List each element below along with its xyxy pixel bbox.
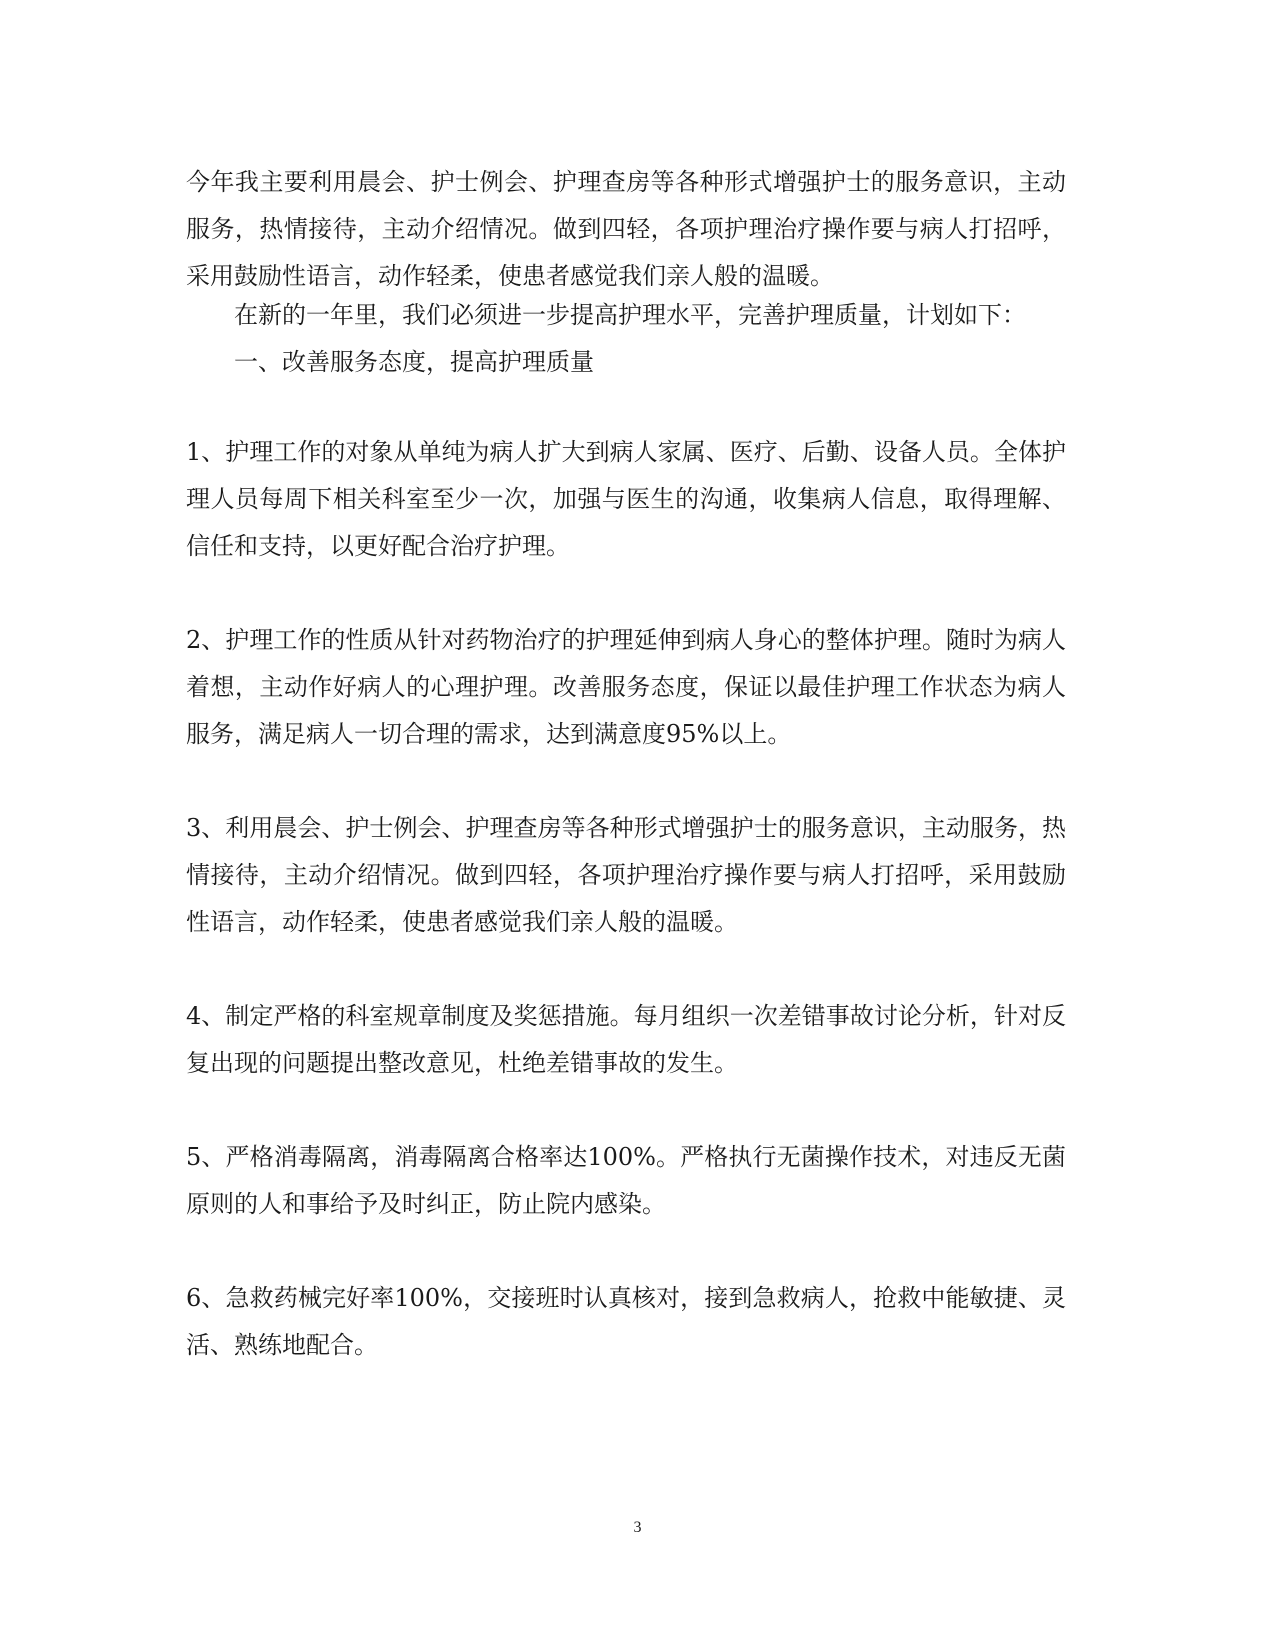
list-item-5: 5、严格消毒隔离，消毒隔离合格率达100%。严格执行无菌操作技术，对违反无菌原则的人和事给予及时纠正，防止院内感染。	[186, 1143, 1066, 1218]
list-item-1: 1、护理工作的对象从单纯为病人扩大到病人家属、医疗、后勤、设备人员。全体护理人员每周下相关科室至少一次，加强与医生的沟通，收集病人信息，取得理解、信任和支持，以更好配合治疗护理。	[186, 438, 1066, 560]
section-heading: 一、改善服务态度，提高护理质量	[234, 348, 594, 376]
list-item-2: 2、护理工作的性质从针对药物治疗的护理延伸到病人身心的整体护理。随时为病人着想，主动作好病人的心理护理。改善服务态度，保证以最佳护理工作状态为病人服务，满足病人一切合理的需求，达到满意度95%以上。	[186, 626, 1066, 748]
page-number: 3	[633, 1519, 642, 1536]
list-item-4: 4、制定严格的科室规章制度及奖惩措施。每月组织一次差错事故讨论分析，针对反复出现的问题提出整改意见，杜绝差错事故的发生。	[186, 1002, 1066, 1077]
list-item-3: 3、利用晨会、护士例会、护理查房等各种形式增强护士的服务意识，主动服务，热情接待，主动介绍情况。做到四轻，各项护理治疗操作要与病人打招呼，采用鼓励性语言，动作轻柔，使患者感觉我们亲人般的温暖。	[186, 814, 1066, 936]
plan-intro-paragraph: 在新的一年里，我们必须进一步提高护理水平，完善护理质量，计划如下：	[234, 301, 1026, 329]
list-item-6: 6、急救药械完好率100%，交接班时认真核对，接到急救病人，抢救中能敏捷、灵活、熟练地配合。	[186, 1284, 1066, 1359]
intro-paragraph: 今年我主要利用晨会、护士例会、护理查房等各种形式增强护士的服务意识，主动服务，热情接待，主动介绍情况。做到四轻，各项护理治疗操作要与病人打招呼，采用鼓励性语言，动作轻柔，使患者感觉我们亲人般的温暖。	[186, 168, 1066, 290]
